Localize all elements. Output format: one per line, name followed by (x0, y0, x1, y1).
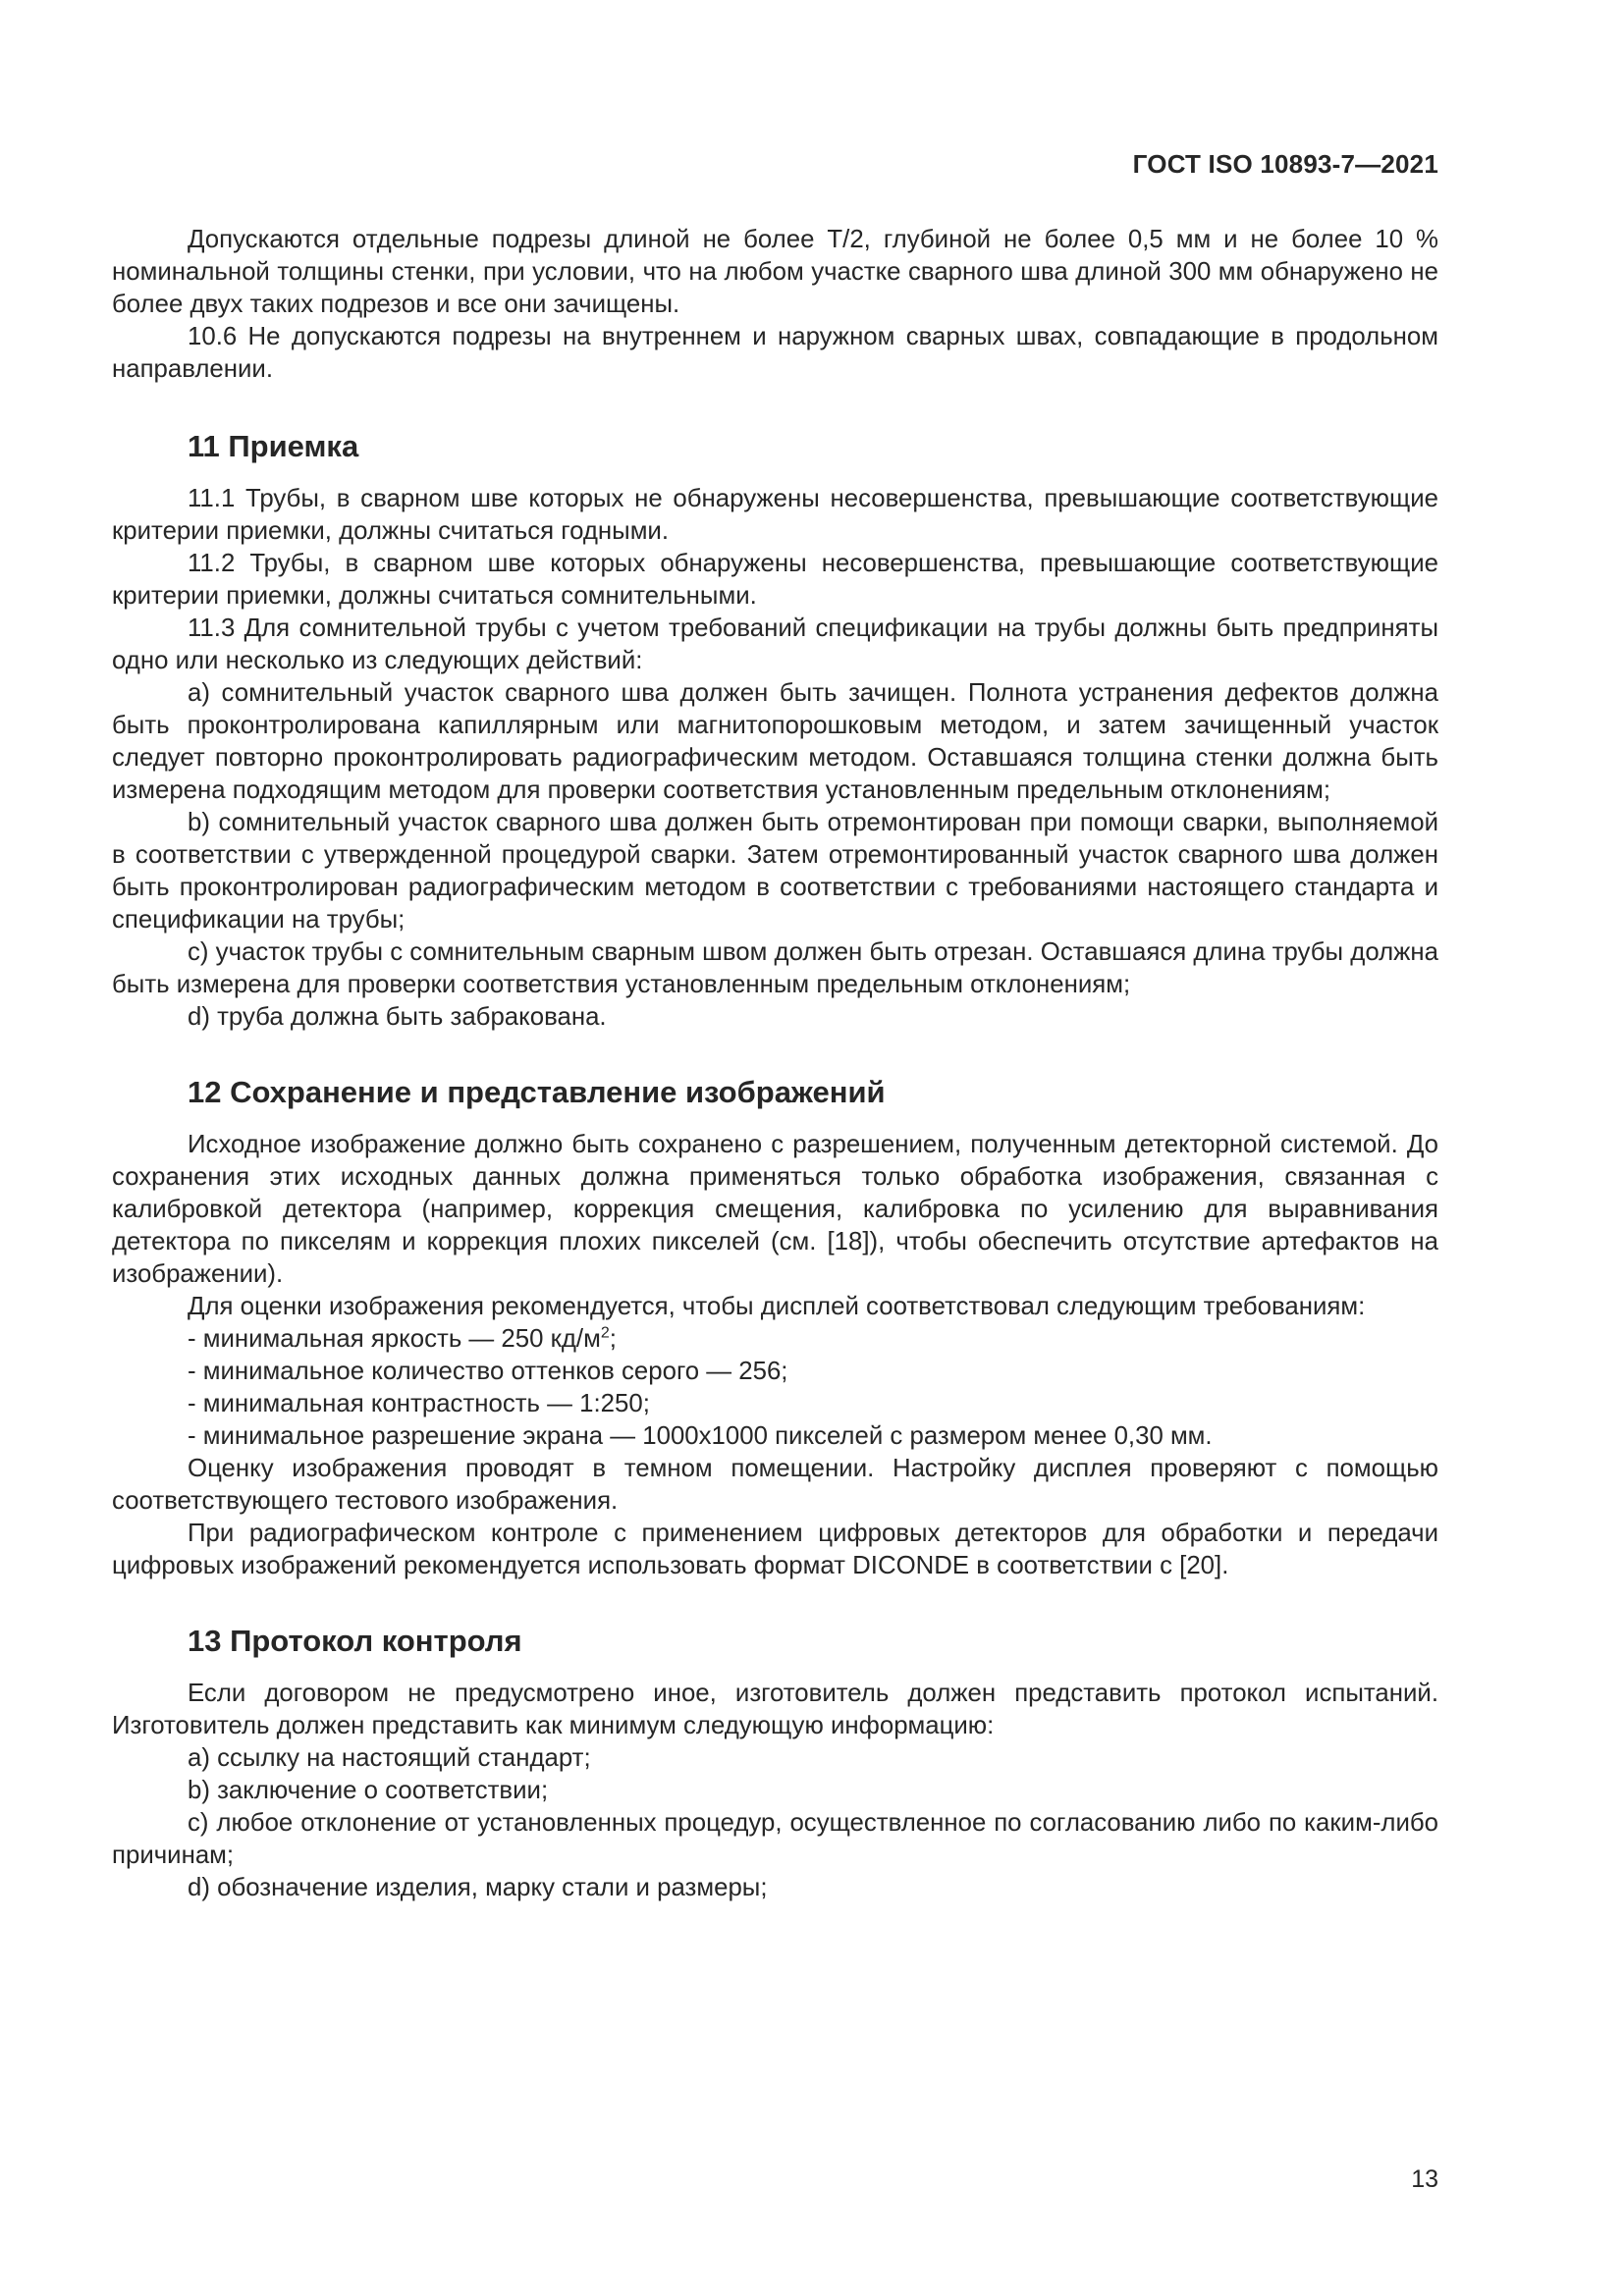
brightness-text: - минимальная яркость — 250 кд/м (188, 1325, 601, 1353)
brightness-end: ; (609, 1325, 617, 1353)
list-item-11-3-a: a) сомнительный участок сварного шва должен быть зачищен. Полнота устранения дефектов должна быть проконтролирована капиллярным или магнитопорошковым методом, и затем зачищенный участок следует повторно проконтролировать радиографическим методом. Оставшаяся толщина стенки должна быть измерена подходящим методом для проверки соответствия установленным предельным отклонениям; (112, 679, 1438, 804)
intro-paragraph: Допускаются отдельные подрезы длиной не более T/2, глубиной не более 0,5 мм и не более 10 % номинальной толщины стенки, при условии, что на любом участке сварного шва длиной 300 мм обнаружено не более двух таких подрезов и все они зачищены. (112, 226, 1438, 318)
list-item-13-a: a) ссылку на настоящий стандарт; (188, 1744, 591, 1772)
clause-11-3: 11.3 Для сомнительной трубы с учетом требований спецификации на трубы должны быть предприняты одно или несколько из следующих действий: (112, 614, 1438, 674)
display-requirement-grayscale: - минимальное количество оттенков серого — 256; (188, 1358, 788, 1385)
section-12-paragraph-2: Для оценки изображения рекомендуется, чтобы дисплей соответствовал следующим требованиям: (188, 1293, 1366, 1320)
running-header: ГОСТ ISO 10893-7—2021 (1132, 149, 1438, 179)
clause-10-6: 10.6 Не допускаются подрезы на внутреннем и наружном сварных швах, совпадающие в продольном направлении. (112, 323, 1438, 383)
list-item-13-d: d) обозначение изделия, марку стали и размеры; (188, 1874, 768, 1901)
display-requirement-resolution: - минимальное разрешение экрана — 1000x1000 пикселей с размером менее 0,30 мм. (188, 1422, 1213, 1450)
section-13-paragraph-1: Если договором не предусмотрено иное, изготовитель должен представить протокол испытаний. Изготовитель должен представить как минимум следующую информацию: (112, 1680, 1438, 1739)
clause-11-1: 11.1 Трубы, в сварном шве которых не обнаружены несовершенства, превышающие соответствующие критерии приемки, должны считаться годными. (112, 485, 1438, 545)
clause-11-2: 11.2 Трубы, в сварном шве которых обнаружены несовершенства, превышающие соответствующие критерии приемки, должны считаться сомнительными. (112, 550, 1438, 610)
list-item-13-c: c) любое отклонение от установленных процедур, осуществленное по согласованию либо по каким-либо причинам; (112, 1809, 1438, 1869)
section-12-heading: 12 Сохранение и представление изображений (188, 1075, 886, 1109)
list-item-11-3-c: c) участок трубы с сомнительным сварным швом должен быть отрезан. Оставшаяся длина трубы должна быть измерена для проверки соответствия установленным предельным отклонениям; (112, 938, 1438, 998)
page-body (112, 224, 1438, 1904)
display-requirement-contrast: - минимальная контрастность — 1:250; (188, 1390, 650, 1417)
unit-exponent: 2 (600, 1324, 610, 1342)
page-number: 13 (1411, 2165, 1438, 2193)
section-12-paragraph-3: Оценку изображения проводят в темном помещении. Настройку дисплея проверяют с помощью соответствующего тестового изображения. (112, 1455, 1438, 1515)
list-item-11-3-b: b) сомнительный участок сварного шва должен быть отремонтирован при помощи сварки, выполняемой в соответствии с утвержденной процедурой сварки. Затем отремонтированный участок сварного шва должен быть проконтролирован радиографическим методом в соответствии с требованиями настоящего стандарта и спецификации на трубы; (112, 809, 1438, 934)
display-requirement-brightness (112, 1323, 1438, 1356)
list-item-13-b: b) заключение о соответствии; (188, 1777, 549, 1804)
section-11-heading: 11 Приемка (188, 429, 359, 463)
section-13-heading: 13 Протокол контроля (188, 1624, 522, 1658)
section-12-paragraph-1: Исходное изображение должно быть сохранено с разрешением, полученным детекторной системой. До сохранения этих исходных данных должна применяться только обработка изображения, связанная с калибровкой детектора (например, коррекция смещения, калибровка по усилению для выравнивания детектора по пикселям и коррекция плохих пикселей (см. [18]), чтобы обеспечить отсутствие артефактов на изображении). (112, 1131, 1438, 1288)
list-item-11-3-d: d) труба должна быть забракована. (188, 1003, 607, 1031)
section-12-paragraph-4: При радиографическом контроле с применением цифровых детекторов для обработки и передачи цифровых изображений рекомендуется использовать формат DICONDE в соответствии с [20]. (112, 1520, 1438, 1579)
